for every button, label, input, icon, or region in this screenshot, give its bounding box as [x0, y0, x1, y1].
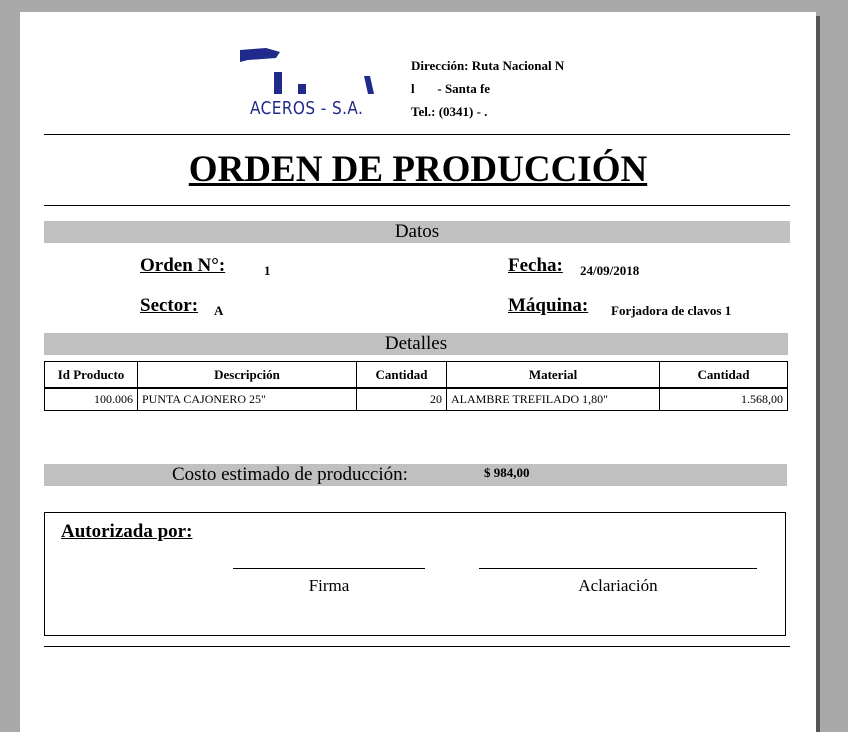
sector-value: A — [214, 303, 224, 318]
fecha-value: 24/09/2018 — [580, 263, 640, 278]
authorization-box — [44, 512, 786, 636]
cell-descripcion: PUNTA CAJONERO 25" — [138, 388, 357, 411]
aclaracion-line — [479, 568, 757, 569]
column-header-cantidad-material: Cantidad — [660, 362, 788, 389]
orden-label: Orden N°: — [140, 255, 226, 276]
cell-cantidad-material: 1.568,00 — [660, 388, 788, 411]
company-name: ACEROS - S.A. — [250, 98, 364, 119]
column-header-cantidad: Cantidad — [357, 362, 447, 389]
detalles-section-header: Detalles — [44, 333, 788, 355]
address-line-2: l - Santa fe — [411, 81, 491, 96]
header-divider — [44, 134, 790, 135]
sector-label: Sector: — [140, 295, 199, 316]
company-logo-mark — [240, 46, 380, 94]
detalles-table — [44, 361, 788, 411]
aclaracion-label: Aclariación — [578, 576, 658, 595]
costo-label: Costo estimado de producción: — [172, 464, 408, 485]
orden-value: 1 — [264, 263, 271, 278]
column-header-descripcion: Descripción — [138, 362, 357, 389]
company-logo — [240, 46, 390, 126]
firma-label: Firma — [308, 576, 350, 595]
table-row — [45, 388, 788, 411]
cell-id-producto: 100.006 — [45, 388, 138, 411]
column-header-id-producto: Id Producto — [45, 362, 138, 389]
cell-material: ALAMBRE TREFILADO 1,80" — [447, 388, 660, 411]
column-header-material: Material — [447, 362, 660, 389]
company-address — [411, 54, 564, 123]
footer-divider — [44, 646, 790, 647]
firma-line — [233, 568, 425, 569]
phone-line: Tel.: (0341) - . — [411, 104, 488, 119]
title-divider — [44, 205, 790, 206]
document-page — [20, 12, 816, 732]
costo-value: $ 984,00 — [484, 465, 530, 480]
datos-section-header: Datos — [44, 221, 790, 243]
cell-cantidad: 20 — [357, 388, 447, 411]
address-line-1: Dirección: Ruta Nacional N — [411, 58, 565, 73]
table-header-row — [45, 362, 788, 389]
autorizada-label: Autorizada por: — [61, 521, 193, 542]
fecha-label: Fecha: — [508, 255, 563, 276]
maquina-value: Forjadora de clavos 1 — [611, 303, 732, 318]
costo-band — [44, 464, 787, 486]
maquina-label: Máquina: — [508, 295, 589, 316]
page-title: ORDEN DE PRODUCCIÓN — [188, 149, 648, 190]
